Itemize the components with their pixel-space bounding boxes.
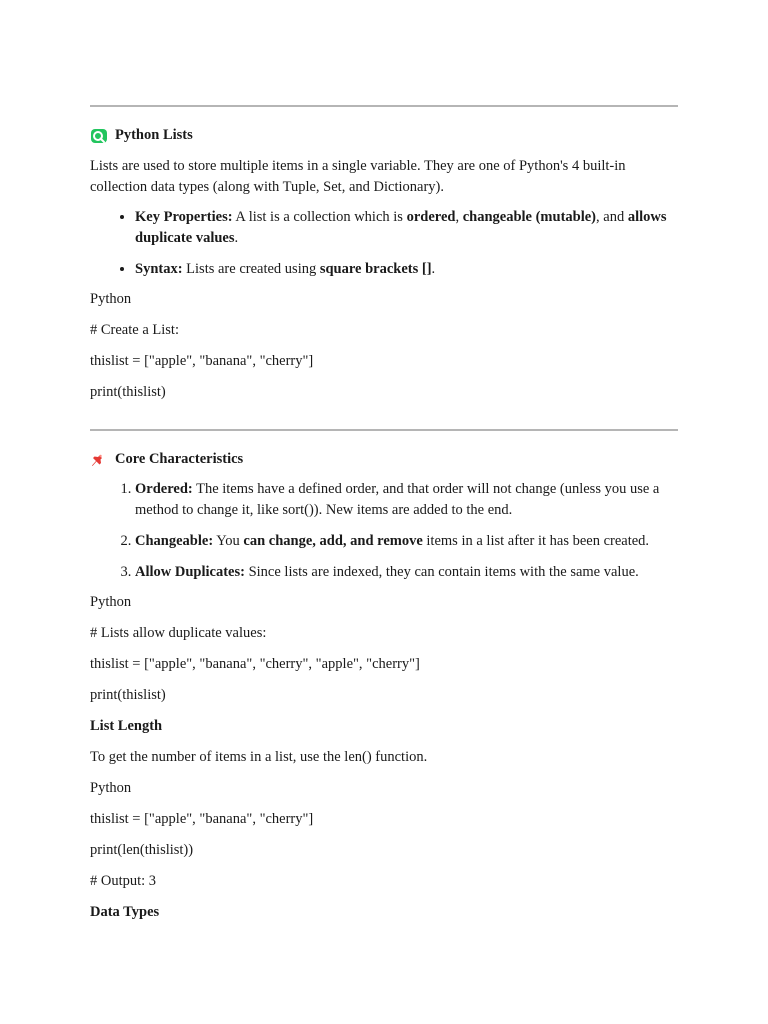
code-line: thislist = ["apple", "banana", "cherry"] — [90, 811, 314, 827]
code-language-label: Python — [90, 594, 132, 610]
subheading-list-length: List Length — [90, 718, 163, 734]
item-text: Since lists are indexed, they can contain items with the same value. — [244, 564, 639, 580]
section-title: Core Characteristics — [115, 451, 244, 467]
item-emphasis: ordered — [406, 209, 456, 225]
code-line: # Lists allow duplicate values: — [90, 625, 267, 641]
code-line: thislist = ["apple", "banana", "cherry", "apple", "cherry"] — [90, 656, 420, 672]
list-item — [135, 531, 678, 552]
item-emphasis: changeable (mutable) — [462, 209, 597, 225]
code-line: thislist = ["apple", "banana", "cherry"] — [90, 353, 314, 369]
divider — [90, 105, 678, 107]
item-label: Changeable: — [135, 533, 214, 549]
code-line: # Output: 3 — [90, 873, 157, 889]
item-text: items in a list after it has been created. — [422, 533, 650, 549]
python-logo-icon — [90, 127, 108, 145]
item-label: Ordered: — [135, 481, 193, 497]
item-text: You — [213, 533, 244, 549]
code-line: print(thislist) — [90, 687, 166, 703]
item-emphasis: square brackets [] — [319, 261, 432, 277]
item-label: Syntax: — [135, 261, 183, 277]
item-label: Key Properties: — [135, 209, 233, 225]
item-text: Lists are created using — [182, 261, 320, 277]
item-label: Allow Duplicates: — [135, 564, 245, 580]
properties-list — [90, 207, 678, 280]
item-text: , and — [596, 209, 628, 225]
code-line: print(len(thislist)) — [90, 842, 194, 858]
list-item — [135, 562, 678, 583]
code-line: print(thislist) — [90, 384, 166, 400]
list-item — [135, 207, 678, 249]
document-content — [90, 0, 678, 923]
list-item — [135, 259, 678, 280]
item-text: . — [234, 230, 239, 246]
section-title: Python Lists — [115, 127, 193, 143]
divider — [90, 429, 678, 431]
list-item — [135, 479, 678, 521]
item-text: . — [431, 261, 436, 277]
item-text: The items have a defined order, and that order will not change (unless you use a method to change it, like sort()). New items are added to the end. — [135, 481, 660, 518]
section-heading-core-characteristics — [90, 449, 678, 470]
code-language-label: Python — [90, 780, 132, 796]
paragraph: To get the number of items in a list, use the len() function. — [90, 749, 428, 765]
code-language-label: Python — [90, 291, 132, 307]
section-heading-python-lists — [90, 125, 678, 146]
subheading-data-types: Data Types — [90, 904, 160, 920]
code-line: # Create a List: — [90, 322, 179, 338]
item-text: A list is a collection which is — [232, 209, 407, 225]
item-text: , — [455, 209, 463, 225]
characteristics-list — [90, 479, 678, 583]
intro-paragraph: Lists are used to store multiple items in a single variable. They are one of Python's 4 built-in collection data types (along with Tuple, Set, and Dictionary). — [90, 158, 626, 195]
item-emphasis: can change, add, and remove — [243, 533, 423, 549]
item-emphasis: allows duplicate values — [135, 209, 667, 246]
pushpin-icon — [90, 451, 108, 469]
